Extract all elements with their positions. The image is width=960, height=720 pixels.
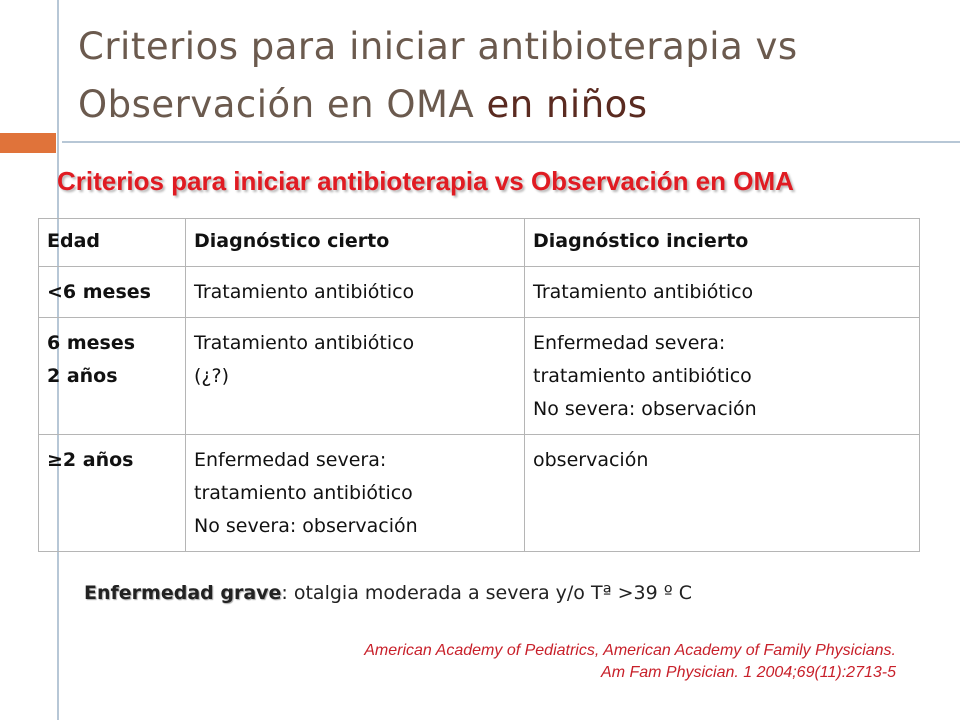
footnote xyxy=(84,582,692,604)
title-accent: en niños xyxy=(486,83,648,126)
title-line-2: Observación en OMA xyxy=(78,83,487,126)
cell-line: observación xyxy=(533,449,649,471)
cell-line: No severa: observación xyxy=(194,515,418,537)
title-rule xyxy=(62,141,960,143)
cell-line: <6 meses xyxy=(47,281,151,303)
cell-diagnostico-incierto xyxy=(525,267,920,318)
table-row xyxy=(39,267,920,318)
table-row xyxy=(39,318,920,435)
cell-line: tratamiento antibiótico xyxy=(194,482,413,504)
cell-edad xyxy=(39,435,186,552)
citation-line-1: American Academy of Pediatrics, American Academy of Family Physicians. xyxy=(364,642,896,659)
cell-diagnostico-cierto xyxy=(186,318,525,435)
slide-title xyxy=(78,18,938,134)
title-line-1: Criterios para iniciar antibioterapia vs xyxy=(78,25,798,68)
cell-diagnostico-incierto xyxy=(525,318,920,435)
cell-line: 2 años xyxy=(47,365,118,387)
header-edad: Edad xyxy=(39,219,186,267)
citation-line-2: Am Fam Physician. 1 2004;69(11):2713-5 xyxy=(601,664,896,681)
header-diagnostico-cierto: Diagnóstico cierto xyxy=(186,219,525,267)
criteria-table xyxy=(38,218,920,552)
cell-line: ≥2 años xyxy=(47,449,134,471)
table-header-row xyxy=(39,219,920,267)
cell-line: (¿?) xyxy=(194,365,229,387)
cell-diagnostico-cierto xyxy=(186,435,525,552)
cell-line: Tratamiento antibiótico xyxy=(533,281,754,303)
cell-line: Enfermedad severa: xyxy=(194,449,387,471)
cell-diagnostico-incierto xyxy=(525,435,920,552)
table-subtitle: Criterios para iniciar antibioterapia vs Observación en OMA xyxy=(57,166,794,196)
footnote-text: : otalgia moderada a severa y/o Tª >39 º C xyxy=(281,582,692,604)
cell-edad xyxy=(39,267,186,318)
table-row xyxy=(39,435,920,552)
cell-line: Tratamiento antibiótico xyxy=(194,281,415,303)
cell-diagnostico-cierto xyxy=(186,267,525,318)
citation xyxy=(364,640,896,684)
cell-edad xyxy=(39,318,186,435)
cell-line: tratamiento antibiótico xyxy=(533,365,752,387)
cell-line: Tratamiento antibiótico xyxy=(194,332,415,354)
accent-square xyxy=(0,133,56,153)
cell-line: Enfermedad severa: xyxy=(533,332,726,354)
footnote-term: Enfermedad grave xyxy=(84,582,282,604)
header-diagnostico-incierto: Diagnóstico incierto xyxy=(525,219,920,267)
cell-line: No severa: observación xyxy=(533,398,757,420)
cell-line: 6 meses xyxy=(47,332,136,354)
